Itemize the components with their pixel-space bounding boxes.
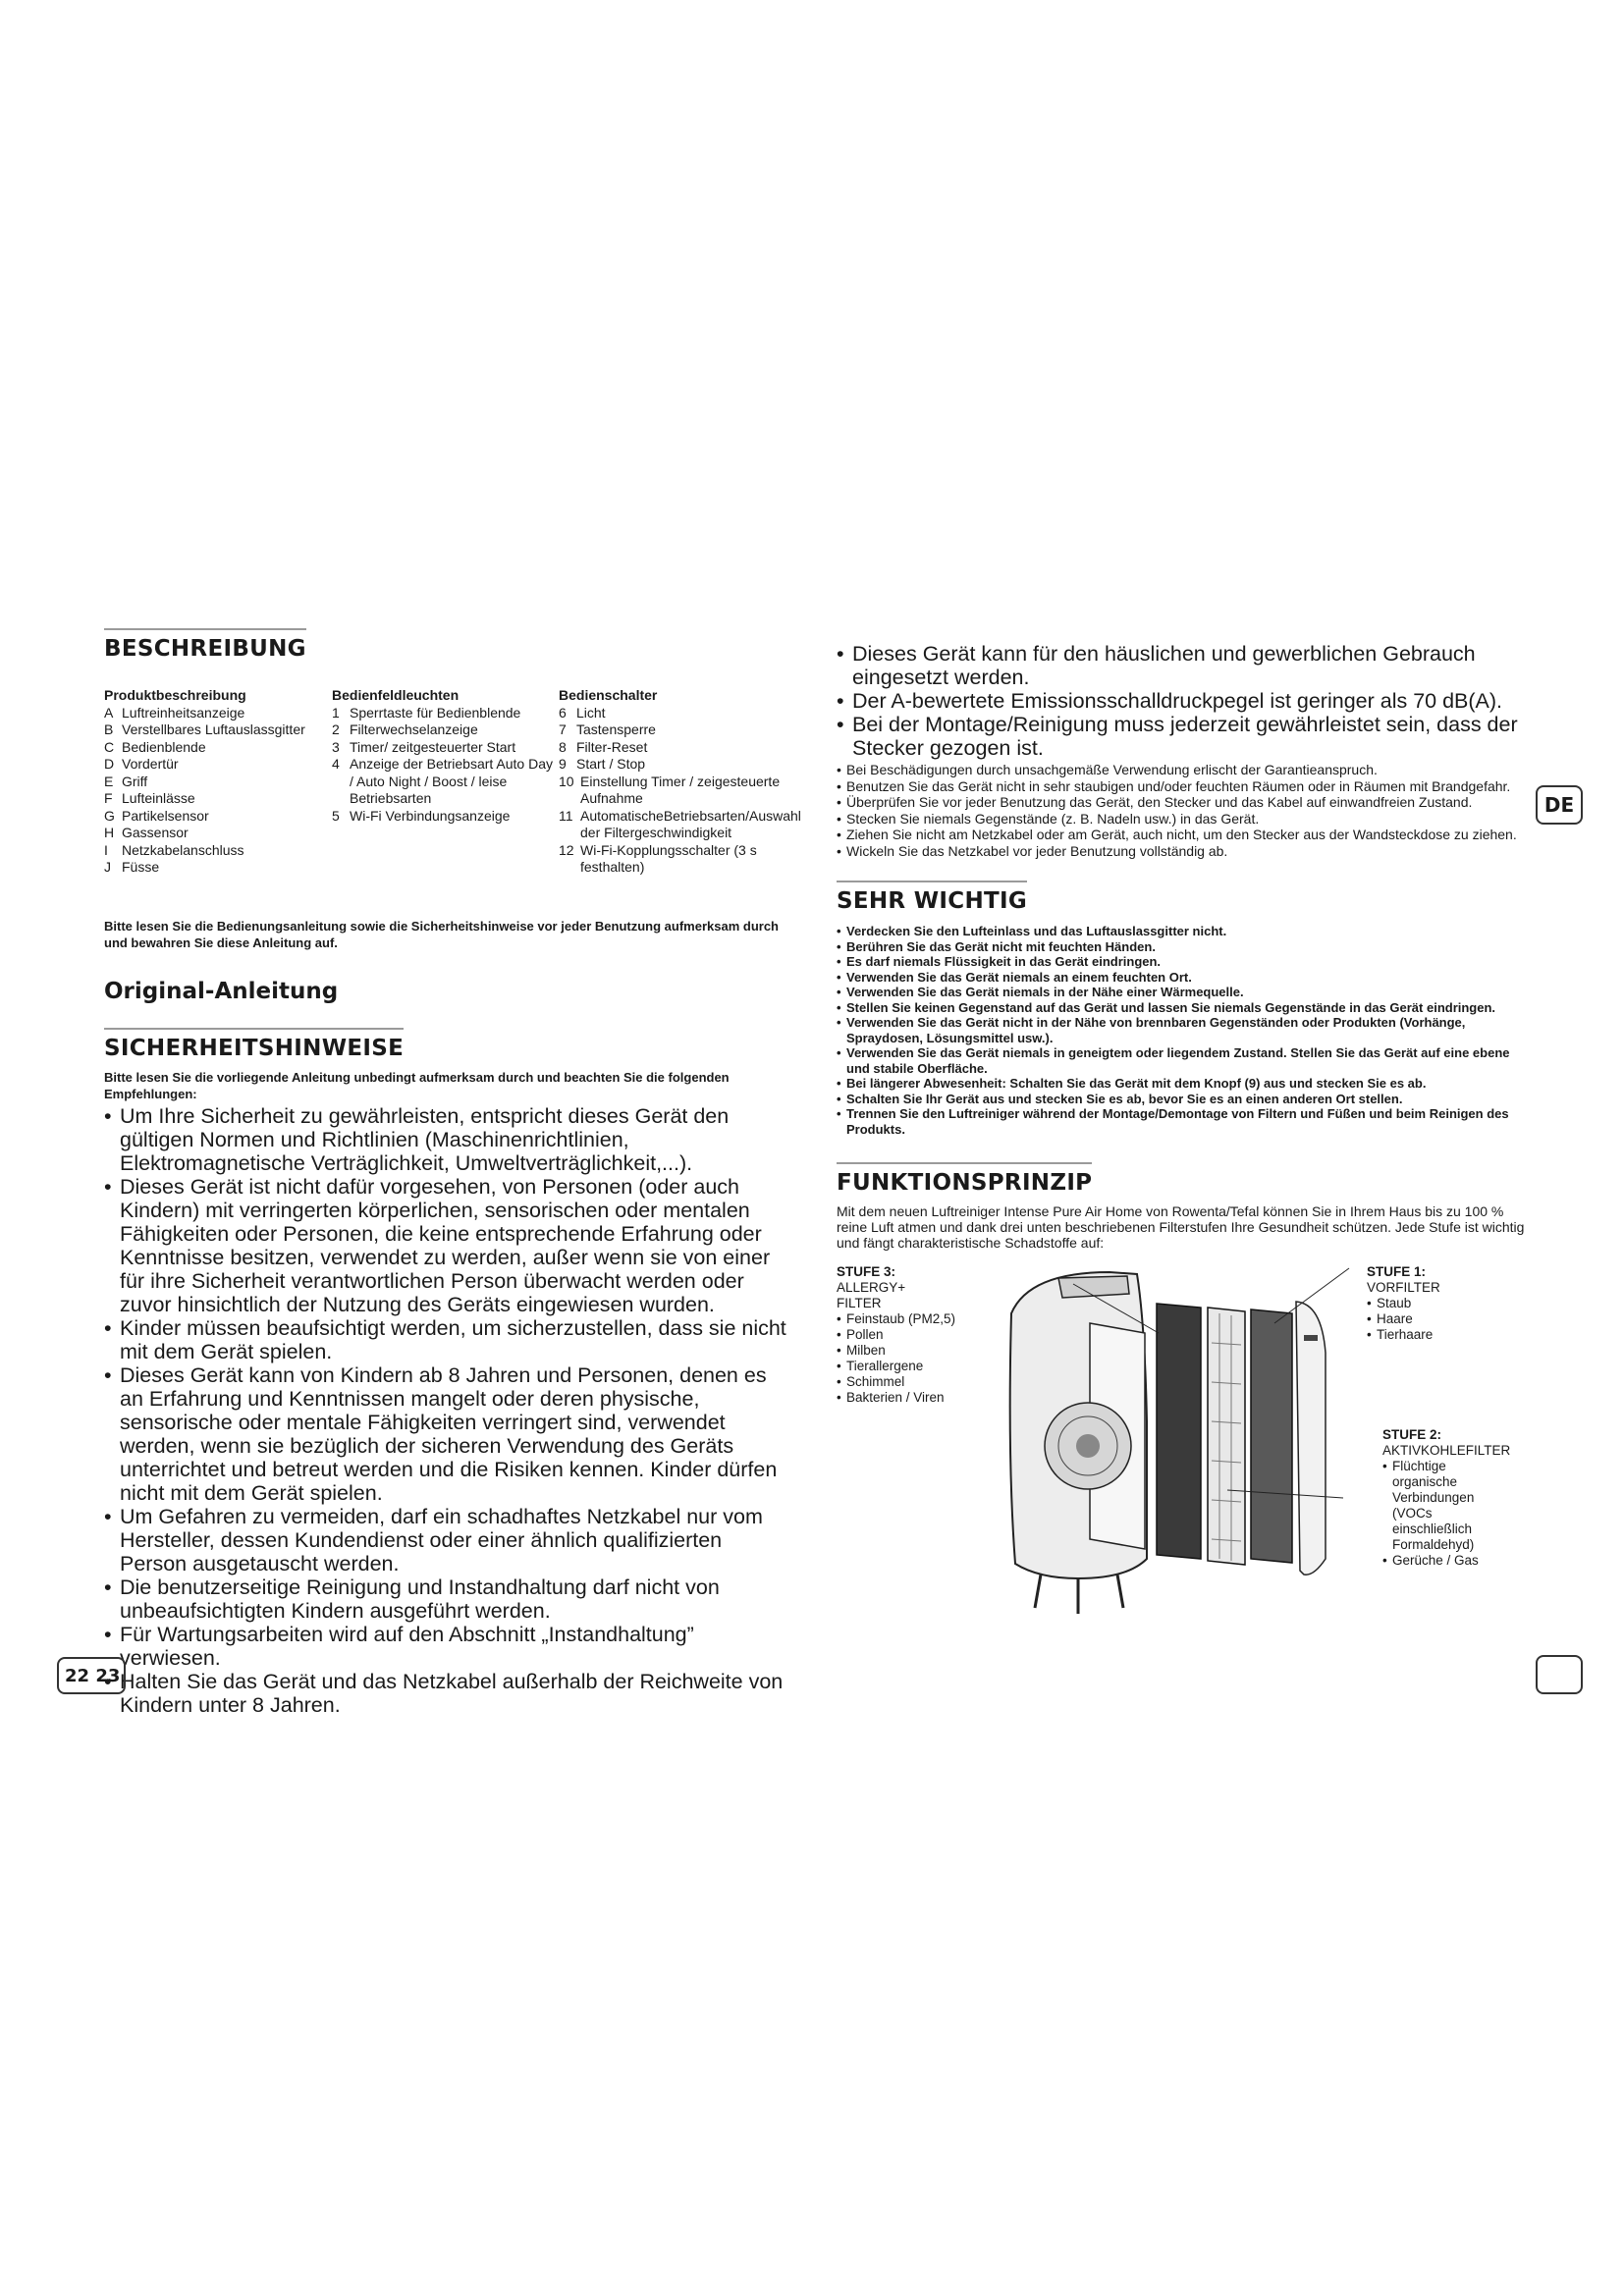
usage-item: • Der A-bewertete Emissionsschalldruckpegel ist geringer als 70 dB(A).: [837, 689, 1536, 713]
read-instructions-note: Bitte lesen Sie die Bedienungsanleitung sowie die Sicherheitshinweise vor jeder Benutzung aufmerksam durch und bewahren Sie diese Anleitung auf.: [104, 918, 780, 950]
description-row: [332, 705, 559, 722]
row-value: Tastensperre: [576, 721, 656, 737]
row-key: J: [104, 859, 111, 875]
produkt-column: [104, 687, 332, 877]
row-key: 11: [559, 807, 573, 824]
description-row: [559, 756, 791, 774]
funktion-title: FUNKTIONSPRINZIP: [837, 1162, 1092, 1200]
safety-list: [104, 1104, 791, 1717]
produkt-head: Produktbeschreibung: [104, 687, 246, 703]
row-value: Filterwechselanzeige: [350, 721, 478, 737]
stufe1-label: STUFE 1: VORFILTER • Staub • Haare • Tierhaare: [1367, 1264, 1494, 1343]
stufe3-item: • Tierallergene: [837, 1359, 964, 1374]
row-value: Filter-Reset: [576, 738, 648, 755]
stufe3-item: • Pollen: [837, 1327, 964, 1343]
row-key: 6: [559, 704, 567, 721]
usage-small-item: • Stecken Sie niemals Gegenstände (z. B. Nadeln usw.) in das Gerät.: [837, 811, 1536, 828]
description-row: [559, 807, 801, 842]
description-table: [104, 687, 801, 877]
funktion-text: Mit dem neuen Luftreiniger Intense Pure Air Home von Rowenta/Tefal können Sie in Ihrem Haus bis zu 100 % reine Luft atmen und dank drei unten beschriebenen Filterstufen Ihre Gesundheit schützen. Jede Stufe ist wichtig und fängt charakteristische Schadstoffe auf:: [837, 1203, 1525, 1251]
row-key: 1: [332, 704, 340, 721]
safety-item: • Dieses Gerät ist nicht dafür vorgesehen, von Personen (oder auch Kindern) mit verringerten körperlichen, sensorischen oder mentalen Fähigkeiten oder Personen, die keine entsprechende Erfahrung oder Kenntnisse besitzen, verwendet zu werden, außer wenn sie von einer für ihre Sicherheit verantwortlichen Person überwacht werden oder zuvor hinsichtlich der Nutzung des Geräts eingewiesen wurden.: [104, 1175, 791, 1316]
row-key: 12: [559, 841, 574, 858]
allergy-filter: [1157, 1304, 1201, 1559]
usage-item: • Dieses Gerät kann für den häuslichen und gewerblichen Gebrauch eingesetzt werden.: [837, 642, 1536, 689]
description-row: [559, 705, 791, 722]
description-row: [104, 721, 332, 739]
stufe1-item: • Haare: [1367, 1311, 1494, 1327]
leuchten-head: Bedienfeldleuchten: [332, 687, 460, 703]
safety-item: • Kinder müssen beaufsichtigt werden, um sicherzustellen, dass sie nicht mit dem Gerät spielen.: [104, 1316, 791, 1363]
row-value: Gassensor: [122, 825, 189, 840]
stufe3-item: • Schimmel: [837, 1374, 964, 1390]
usage-small-list: [837, 762, 1536, 859]
schalter-head: Bedienschalter: [559, 687, 658, 703]
language-badge: DE: [1536, 785, 1583, 825]
safety-item: • Um Gefahren zu vermeiden, darf ein schadhaftes Netzkabel nur vom Hersteller, dessen Kundendienst oder einer ähnlich qualifizierten Person ausgetauscht werden.: [104, 1505, 791, 1575]
row-key: D: [104, 756, 115, 772]
row-value: Partikelsensor: [122, 807, 209, 824]
description-row: [104, 756, 332, 774]
description-row: [332, 756, 559, 808]
important-item: • Verwenden Sie das Gerät niemals in der Nähe einer Wärmequelle.: [837, 985, 1536, 1000]
sicherheit-title: SICHERHEITSHINWEISE: [104, 1028, 404, 1065]
row-value: Anzeige der Betriebsart Auto Day / Auto Night / Boost / leise Betriebsarten: [350, 756, 554, 806]
important-item: • Verwenden Sie das Gerät nicht in der Nähe von brennbaren Gegenständen oder Produkten (Vorhänge, Spraydosen, Lösungsmittel usw.).: [837, 1015, 1536, 1045]
row-key: 9: [559, 756, 567, 772]
description-row: [104, 705, 332, 722]
row-value: Vordertür: [122, 756, 179, 772]
row-value: Füsse: [122, 859, 160, 875]
air-purifier-illustration: [980, 1264, 1353, 1637]
safety-item: • Für Wartungsarbeiten wird auf den Abschnitt „Instandhaltung” verwiesen.: [104, 1623, 791, 1670]
important-item: • Schalten Sie Ihr Gerät aus und stecken Sie es ab, bevor Sie es an einen anderen Ort stellen.: [837, 1092, 1536, 1107]
row-key: 10: [559, 773, 574, 789]
important-item: • Verwenden Sie das Gerät niemals in geneigtem oder liegendem Zustand. Stellen Sie das Gerät auf eine ebene und stabile Oberfläche.: [837, 1045, 1536, 1076]
safety-item: • Dieses Gerät kann von Kindern ab 8 Jahren und Personen, denen es an Erfahrung und Kenntnissen mangelt oder deren physische, sensorische oder mentale Fähigkeiten verringert sind, verwendet werden, wenn sie bezüglich der sicheren Verwendung des Geräts unterrichtet und betreut werden und die Risiken kennen. Kinder dürfen nicht mit dem Gerät spielen.: [104, 1363, 791, 1505]
usage-item: • Bei der Montage/Reinigung muss jederzeit gewährleistet sein, dass der Stecker gezogen ist.: [837, 713, 1536, 760]
row-key: E: [104, 773, 114, 789]
row-value: Timer/ zeitgesteuerter Start: [350, 738, 516, 755]
carbon-filter: [1208, 1308, 1245, 1565]
usage-small-item: • Überprüfen Sie vor jeder Benutzung das Gerät, den Stecker und das Kabel auf einwandfreien Zustand.: [837, 794, 1536, 811]
stufe2-item: • Flüchtige organische Verbindungen (VOCs einschließlich Formaldehyd): [1382, 1459, 1500, 1553]
description-row: [104, 808, 332, 826]
description-row: [559, 842, 791, 877]
stufe2-label: STUFE 2: AKTIVKOHLEFILTER • Flüchtige organische Verbindungen (VOCs einschließlich Formaldehyd) • Gerüche / Gas: [1382, 1427, 1500, 1569]
description-row: [332, 739, 559, 757]
row-key: A: [104, 704, 114, 721]
safety-item: • Halten Sie das Gerät und das Netzkabel außerhalb der Reichweite von Kindern unter 8 Jahren.: [104, 1670, 791, 1717]
description-row: [104, 825, 332, 842]
usage-list: [837, 642, 1536, 760]
page-number-badge: 22 23: [57, 1657, 126, 1694]
row-value: Luftreinheitsanzeige: [122, 704, 245, 721]
usage-small-item: • Ziehen Sie nicht am Netzkabel oder am Gerät, auch nicht, um den Stecker aus der Wandsteckdose zu ziehen.: [837, 827, 1536, 843]
stufe2-item: • Gerüche / Gas: [1382, 1553, 1500, 1569]
wichtig-title: SEHR WICHTIG: [837, 881, 1027, 918]
row-value: Wi-Fi-Kopplungsschalter (3 s festhalten): [580, 841, 757, 875]
stufe3-item: • Feinstaub (PM2,5): [837, 1311, 964, 1327]
row-value: Licht: [576, 704, 606, 721]
description-row: [104, 859, 332, 877]
important-item: • Verdecken Sie den Lufteinlass und das Luftauslassgitter nicht.: [837, 924, 1536, 939]
row-value: Bedienblende: [122, 738, 206, 755]
important-item: • Verwenden Sie das Gerät niemals an einem feuchten Ort.: [837, 970, 1536, 986]
important-item: • Trennen Sie den Luftreiniger während der Montage/Demontage von Filtern und Füßen und beim Reinigen des Produkts.: [837, 1106, 1536, 1137]
safety-item: • Die benutzerseitige Reinigung und Instandhaltung darf nicht von unbeaufsichtigten Kindern ausgeführt werden.: [104, 1575, 791, 1623]
leuchten-column: [332, 687, 559, 877]
description-row: [104, 790, 332, 808]
row-key: 3: [332, 738, 340, 755]
beschreibung-title: BESCHREIBUNG: [104, 628, 306, 666]
description-row: [332, 721, 559, 739]
important-item: • Es darf niemals Flüssigkeit in das Gerät eindringen.: [837, 954, 1536, 970]
left-column: [104, 628, 801, 1717]
front-door: [1296, 1302, 1326, 1575]
row-key: G: [104, 807, 115, 824]
description-row: [104, 739, 332, 757]
row-value: Lufteinlässe: [122, 790, 195, 806]
right-column: [837, 628, 1536, 1637]
row-key: B: [104, 721, 114, 737]
row-key: 4: [332, 756, 340, 772]
leg: [1117, 1575, 1123, 1608]
row-key: 2: [332, 721, 340, 737]
stufe3-item: • Milben: [837, 1343, 964, 1359]
important-item: • Bei längerer Abwesenheit: Schalten Sie das Gerät mit dem Knopf (9) aus und stecken Sie es ab.: [837, 1076, 1536, 1092]
row-key: F: [104, 790, 113, 806]
row-value: Sperrtaste für Bedienblende: [350, 704, 521, 721]
leg: [1035, 1575, 1041, 1608]
row-value: Start / Stop: [576, 756, 646, 772]
original-title: Original-Anleitung: [104, 978, 339, 1004]
row-value: Verstellbares Luftauslassgitter: [122, 721, 305, 737]
description-row: [104, 842, 332, 860]
row-key: C: [104, 738, 115, 755]
safety-item: • Um Ihre Sicherheit zu gewährleisten, entspricht dieses Gerät den gültigen Normen und Richtlinien (Maschinenrichtlinien, Elektromagnetische Verträglichkeit, Umweltverträglichkeit,...).: [104, 1104, 791, 1175]
row-value: Griff: [122, 773, 148, 789]
row-value: Einstellung Timer / zeigesteuerte Aufnahme: [580, 773, 781, 806]
important-item: • Berühren Sie das Gerät nicht mit feuchten Händen.: [837, 939, 1536, 955]
row-key: H: [104, 825, 115, 840]
row-key: I: [104, 841, 108, 858]
usage-small-item: • Benutzen Sie das Gerät nicht in sehr staubigen und/oder feuchten Räumen oder in Räumen mit Brandgefahr.: [837, 778, 1536, 795]
description-row: [104, 774, 332, 791]
row-key: 5: [332, 807, 340, 824]
stufe3-item: • Bakterien / Viren: [837, 1390, 964, 1406]
usage-small-item: • Wickeln Sie das Netzkabel vor jeder Benutzung vollständig ab.: [837, 843, 1536, 860]
row-key: 7: [559, 721, 567, 737]
schalter-column: [559, 687, 801, 877]
sicherheit-intro: Bitte lesen Sie die vorliegende Anleitung unbedingt aufmerksam durch und beachten Sie die folgenden Empfehlungen:: [104, 1069, 730, 1101]
description-row: [559, 721, 791, 739]
important-item: • Stellen Sie keinen Gegenstand auf das Gerät und lassen Sie niemals Gegenstände in das Gerät eindringen.: [837, 1000, 1536, 1016]
description-row: [559, 739, 791, 757]
row-value: AutomatischeBetriebsarten/Auswahl der Filtergeschwindigkeit: [580, 807, 801, 840]
stufe1-item: • Tierhaare: [1367, 1327, 1494, 1343]
row-value: Netzkabelanschluss: [122, 841, 244, 858]
usage-small-item: • Bei Beschädigungen durch unsachgemäße Verwendung erlischt der Garantieanspruch.: [837, 762, 1536, 778]
top-panel: [1058, 1276, 1129, 1298]
corner-badge: [1536, 1655, 1583, 1694]
important-list: [837, 924, 1536, 1137]
description-row: [332, 808, 559, 826]
stufe1-item: • Staub: [1367, 1296, 1494, 1311]
row-key: 8: [559, 738, 567, 755]
pre-filter: [1251, 1309, 1292, 1563]
filter-diagram-area: [837, 1264, 1536, 1637]
stufe3-label: STUFE 3: ALLERGY+ FILTER • Feinstaub (PM2,5) • Pollen • Milben • Tierallergene • Schimmel • Bakterien / Viren: [837, 1264, 964, 1406]
row-value: Wi-Fi Verbindungsanzeige: [350, 807, 511, 824]
description-row: [559, 774, 791, 808]
